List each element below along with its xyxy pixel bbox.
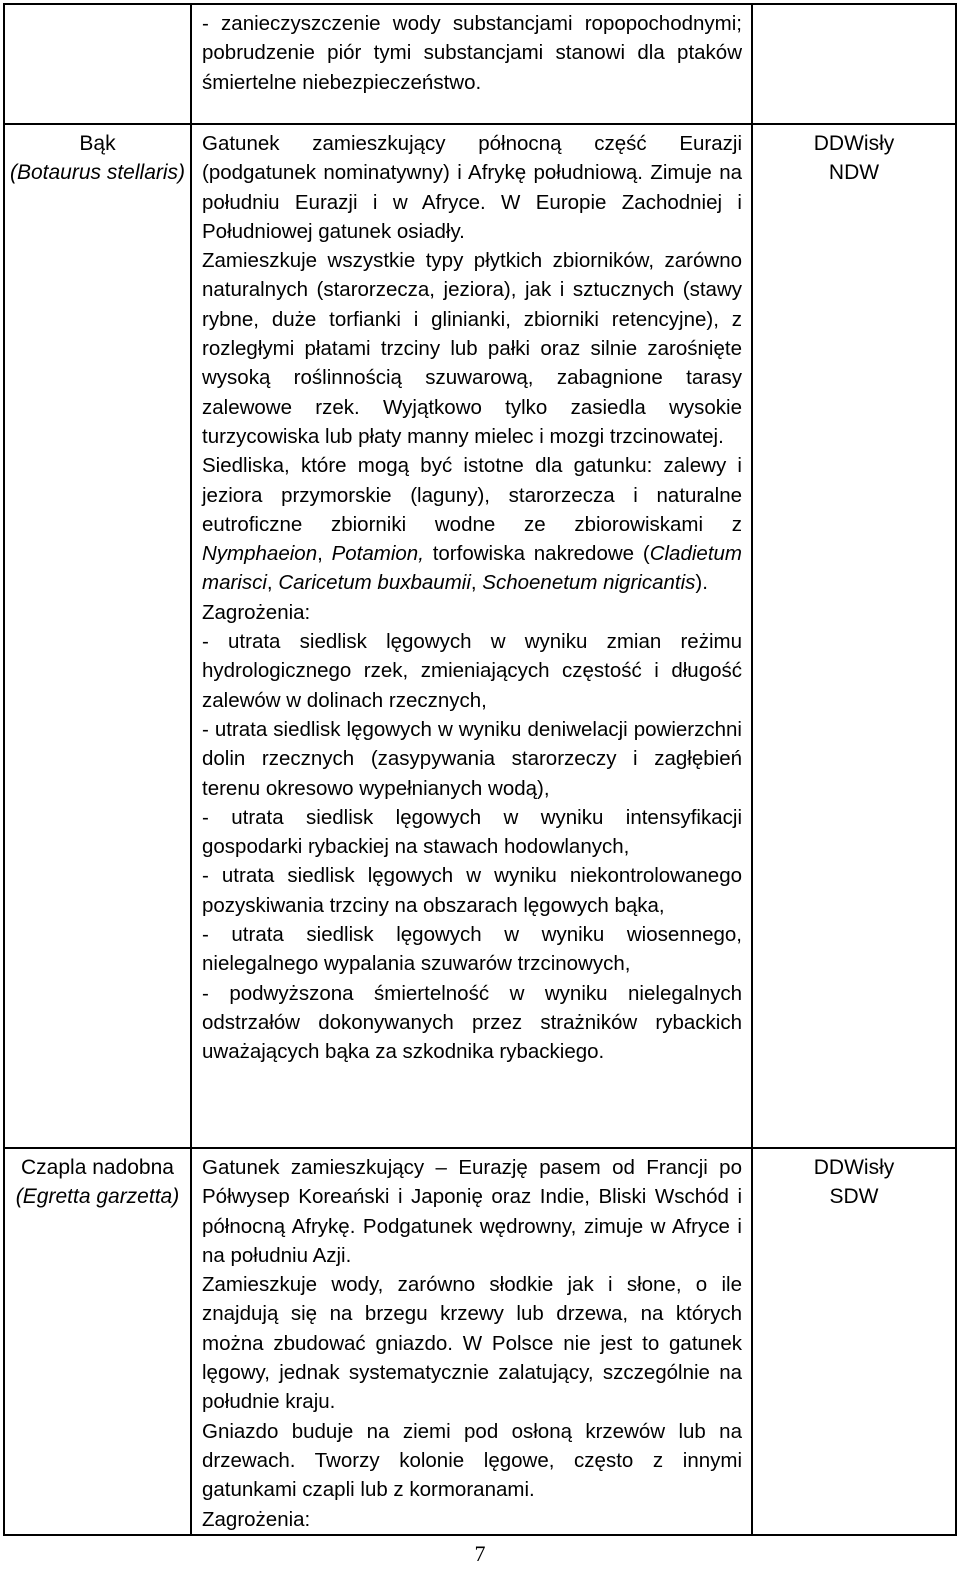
species-latin-name: (Botaurus stellaris) xyxy=(9,161,186,184)
latin-term: Potamion, xyxy=(331,542,424,566)
text-run: - podwyższona śmiertelność w wyniku nielegalnych odstrzałów dokonywanych przez strażników rybackich uważających bąka za szkodnika rybackiego. xyxy=(202,981,742,1064)
text-run: - utrata siedlisk lęgowych w wyniku niekontrolowanego pozyskiwania trzciny na obszarach lęgowych bąka, xyxy=(202,864,742,917)
location-line: SDW xyxy=(829,1185,879,1208)
text-run: - utrata siedlisk lęgowych w wyniku deniwelacji powierzchni dolin rzecznych (zasypywania starorzeczy i zagłębień terenu okresowo wypełnianych wodą), xyxy=(202,717,742,800)
species-common-name: Czapla nadobna xyxy=(21,1156,174,1179)
table-row xyxy=(4,124,956,1148)
latin-term: Caricetum buxbaumii xyxy=(278,571,471,595)
location-line: DDWisły xyxy=(813,1156,895,1179)
species-name-cell xyxy=(4,1148,191,1535)
text-run: - utrata siedlisk lęgowych w wyniku intensyfikacji gospodarki rybackiej na stawach hodowlanych, xyxy=(202,805,742,859)
text-run: - utrata siedlisk lęgowych w wyniku wiosennego, nielegalnego wypalania szuwarów trzcinowych, xyxy=(202,923,742,976)
table-row xyxy=(4,4,956,124)
species-location-cell xyxy=(752,1148,956,1535)
species-table xyxy=(3,3,957,1536)
species-description-cell xyxy=(191,4,752,124)
description-paragraph xyxy=(202,598,742,627)
description-paragraph xyxy=(202,451,742,597)
description-paragraph xyxy=(202,1153,742,1270)
species-location-cell xyxy=(752,124,956,1148)
description-paragraph xyxy=(202,715,742,803)
species-common-name: Bąk xyxy=(79,132,116,155)
latin-term: Schoenetum nigricantis xyxy=(482,571,696,595)
description-paragraph xyxy=(202,861,742,920)
species-name-cell xyxy=(4,124,191,1148)
text-run: - utrata siedlisk lęgowych w wyniku zmian reżimu hydrologicznego rzek, zmieniających częstość i długość zalewów w dolinach rzecznych, xyxy=(202,630,742,712)
table-row xyxy=(4,1148,956,1535)
text-run: torfowiska nakredowe ( xyxy=(423,542,650,566)
description-paragraph xyxy=(202,920,742,979)
text-run: - zanieczyszczenie wody substancjami ropopochodnymi; pobrudzenie piór tymi substancjami stanowi dla ptaków śmiertelne niebezpieczeństwo. xyxy=(202,12,742,94)
latin-term: Cladietum marisci xyxy=(202,542,742,595)
text-run: Zamieszkuje wody, zarówno słodkie jak i słone, o ile znajdują się na brzegu krzewy lub drzewa, na których można zbudować gniazdo. W Polsce nie jest to gatunek lęgowy, jednak systematycznie zalatujący, szczególnie na południe kraju. xyxy=(202,1273,742,1414)
description-paragraph xyxy=(202,129,742,246)
description-paragraph xyxy=(202,803,742,862)
description-paragraph xyxy=(202,246,742,451)
text-run: Zagrożenia: xyxy=(202,600,311,624)
description-paragraph xyxy=(202,627,742,715)
location-line: DDWisły xyxy=(813,132,895,155)
text-run: Siedliska, które mogą być istotne dla gatunku: zalewy i jeziora przymorskie (laguny), starorzecza i naturalne eutroficzne zbiorniki wodne ze zbiorowiskami z xyxy=(202,454,742,536)
text-run: , xyxy=(266,571,279,595)
species-latin-name: (Egretta garzetta) xyxy=(15,1185,180,1208)
description-paragraph xyxy=(202,9,742,97)
text-run: Zamieszkuje wszystkie typy płytkich zbiorników, zarówno naturalnych (starorzecza, jeziora), jak i sztucznych (stawy rybne, duże torfianki i glinianki, zbiorniki retencyjne), z rozległymi płatami trzciny lub pałki oraz silnie zarośnięte wysoką roślinnością szuwarową, zabagnione tarasy zalewowe rzek. Wyjątkowo tylko zasiedla wysokie turzycowiska lub płaty manny mielec i mozgi trzcinowatej. xyxy=(202,249,742,448)
text-run: ). xyxy=(695,571,708,595)
text-run: Gniazdo buduje na ziemi pod osłoną krzewów lub na drzewach. Tworzy kolonie lęgowe, często z innymi gatunkami czapli lub z kormoranami. xyxy=(202,1419,742,1502)
description-paragraph xyxy=(202,1270,742,1416)
text-run: Gatunek zamieszkujący – Eurazję pasem od Francji po Półwysep Koreański i Japonię oraz Indie, Bliski Wschód i północną Afrykę. Podgatunek wędrowny, zimuje w Afryce i na południu Azji. xyxy=(202,1156,742,1267)
species-name-cell xyxy=(4,4,191,124)
description-paragraph xyxy=(202,1417,742,1505)
species-description-cell xyxy=(191,1148,752,1535)
description-paragraph xyxy=(202,1505,742,1534)
species-location-cell xyxy=(752,4,956,124)
text-run: , xyxy=(470,571,483,595)
text-run: , xyxy=(317,542,332,566)
location-line: NDW xyxy=(828,161,880,184)
text-run: Zagrożenia: xyxy=(202,1507,311,1531)
species-description-cell xyxy=(191,124,752,1148)
latin-term: Nymphaeion xyxy=(202,542,318,566)
description-paragraph xyxy=(202,979,742,1067)
page-number: 7 xyxy=(474,1541,486,1566)
text-run: Gatunek zamieszkujący północną część Eurazji (podgatunek nominatywny) i Afrykę południową. Zimuje na południu Eurazji i w Afryce. W Europie Zachodniej i Południowej gatunek osiadły. xyxy=(202,132,742,243)
